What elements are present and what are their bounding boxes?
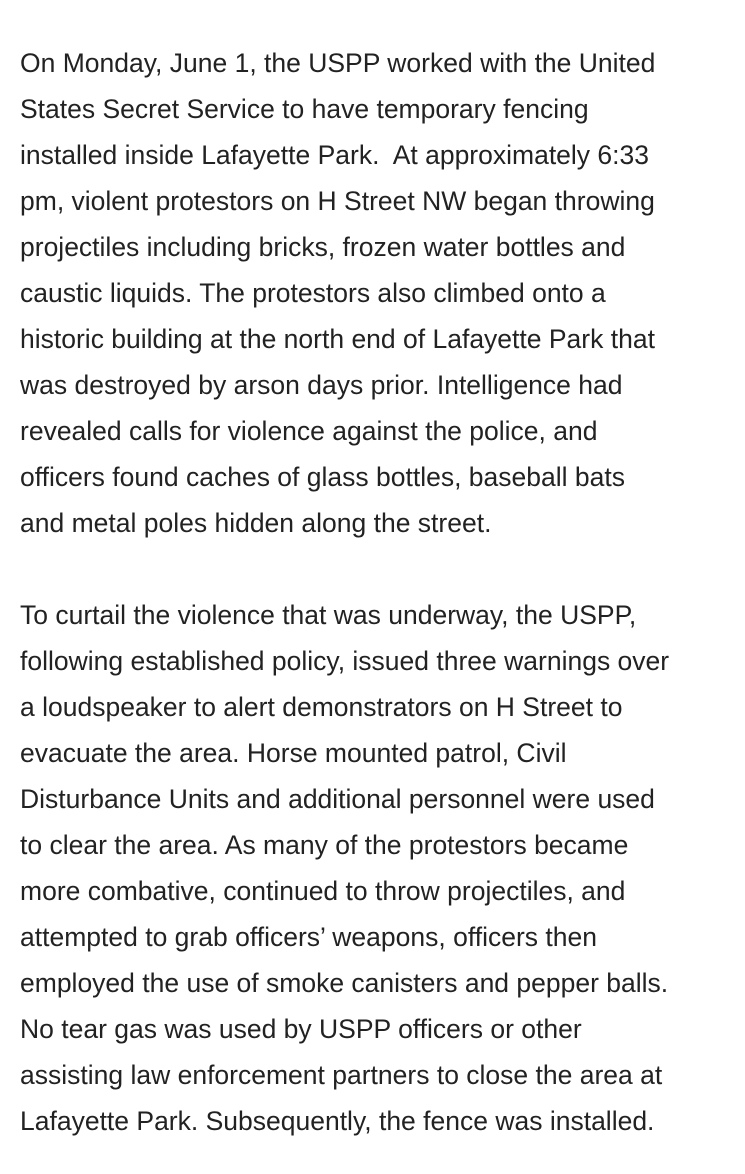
text-line: historic building at the north end of Lafayette Park that — [20, 324, 655, 354]
text-line: employed the use of smoke canisters and pepper balls. — [20, 968, 669, 998]
text-line: officers found caches of glass bottles, baseball bats — [20, 462, 625, 492]
text-line: installed inside Lafayette Park. At approximately 6:33 — [20, 140, 649, 170]
paragraph-2 — [20, 592, 732, 1144]
text-line: projectiles including bricks, frozen water bottles and — [20, 232, 626, 262]
text-line: To curtail the violence that was underway, the USPP, — [20, 600, 637, 630]
text-line: pm, violent protestors on H Street NW began throwing — [20, 186, 655, 216]
text-line: caustic liquids. The protestors also climbed onto a — [20, 278, 606, 308]
text-line: evacuate the area. Horse mounted patrol, Civil — [20, 738, 567, 768]
text-line: to clear the area. As many of the protestors became — [20, 830, 629, 860]
text-line: Lafayette Park. Subsequently, the fence was installed. — [20, 1106, 655, 1136]
text-line: Disturbance Units and additional personnel were used — [20, 784, 655, 814]
text-line: assisting law enforcement partners to close the area at — [20, 1060, 663, 1090]
text-line: States Secret Service to have temporary fencing — [20, 94, 589, 124]
text-line: and metal poles hidden along the street. — [20, 508, 492, 538]
text-line: following established policy, issued three warnings over — [20, 646, 670, 676]
text-line: attempted to grab officers’ weapons, officers then — [20, 922, 597, 952]
text-line: On Monday, June 1, the USPP worked with the United — [20, 48, 656, 78]
statement-document — [20, 40, 732, 1144]
paragraph-1 — [20, 40, 732, 546]
text-line: a loudspeaker to alert demonstrators on H Street to — [20, 692, 623, 722]
text-line: revealed calls for violence against the police, and — [20, 416, 598, 446]
paragraph-spacer — [20, 546, 732, 592]
text-line: was destroyed by arson days prior. Intelligence had — [20, 370, 623, 400]
text-line: No tear gas was used by USPP officers or other — [20, 1014, 582, 1044]
text-line: more combative, continued to throw projectiles, and — [20, 876, 626, 906]
